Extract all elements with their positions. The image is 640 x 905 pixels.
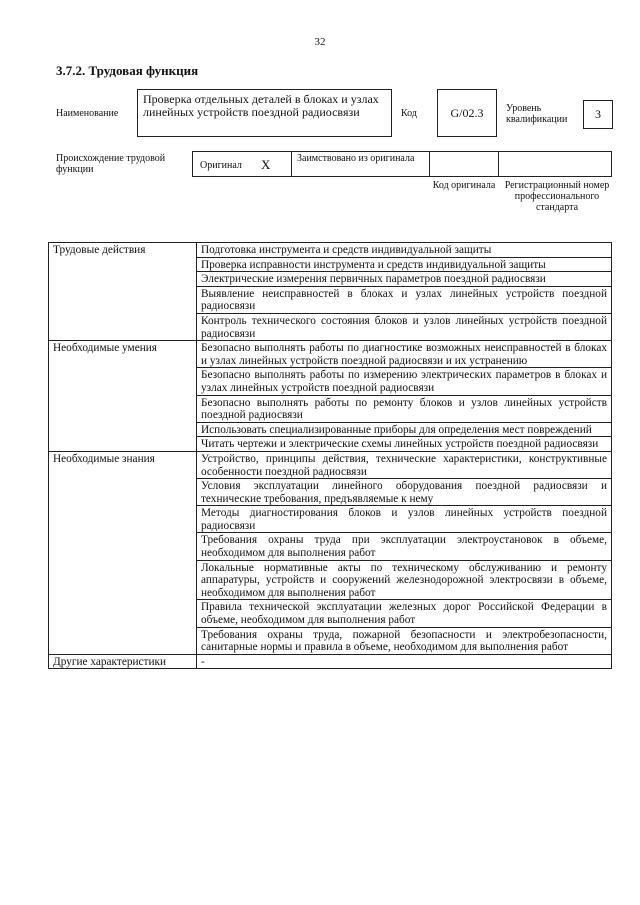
origin-label: Происхождение трудовой функции <box>56 153 166 175</box>
item-cell: Безопасно выполнять работы по измерению электрических параметров в блоках и узлах линейных устройств поездной радиосвязи <box>197 368 612 395</box>
table-row <box>49 341 612 368</box>
level-box <box>583 100 613 129</box>
item-cell: - <box>197 654 612 669</box>
borrowed-label: Заимствовано из оригинала <box>297 153 415 164</box>
name-label: Наименование <box>56 108 119 119</box>
item-cell: Условия эксплуатации линейного оборудования поездной радиосвязи и технические требования, предъявляемые к нему <box>197 479 612 506</box>
item-cell: Локальные нормативные акты по техническому обслуживанию и ремонту аппаратуры, устройств и сооружений железнодорожной электросвязи в объеме, необходимом для выполнения работ <box>197 560 612 600</box>
item-cell: Выявление неисправностей в блоках и узлах линейных устройств поездной радиосвязи <box>197 286 612 313</box>
function-name-value: Проверка отдельных деталей в блоках и узлах линейных устройств поездной радиосвязи <box>143 92 379 119</box>
section-title: 3.7.2. Трудовая функция <box>56 63 199 78</box>
origin-divider-2 <box>429 151 430 177</box>
table-row <box>49 451 612 478</box>
page-number: 32 <box>314 36 326 48</box>
original-label: Оригинал <box>200 160 242 171</box>
item-cell: Использовать специализированные приборы для определения мест повреждений <box>197 422 612 437</box>
item-cell: Контроль технического состояния блоков и узлов линейных устройств поездной радиосвязи <box>197 313 612 340</box>
category-cell: Необходимые знания <box>49 451 197 654</box>
code-label: Код <box>401 108 417 119</box>
origin-divider-1 <box>291 151 292 177</box>
item-cell: Читать чертежи и электрические схемы линейных устройств поездной радиосвязи <box>197 437 612 452</box>
level-label: Уровень квалификации <box>506 103 568 125</box>
item-cell: Методы диагностирования блоков и узлов линейных устройств поездной радиосвязи <box>197 506 612 533</box>
category-cell: Необходимые умения <box>49 341 197 452</box>
table-row <box>49 654 612 669</box>
code-original-note: Код оригинала <box>432 180 496 191</box>
code-value: G/02.3 <box>450 105 484 120</box>
item-cell: Безопасно выполнять работы по ремонту блоков и узлов линейных устройств поездной радиосвязи <box>197 395 612 422</box>
table-row <box>49 243 612 258</box>
item-cell: Проверка исправности инструмента и средств индивидуальной защиты <box>197 257 612 272</box>
category-cell: Трудовые действия <box>49 243 197 341</box>
item-cell: Устройство, принципы действия, технические характеристики, конструктивные особенности поездной радиосвязи <box>197 451 612 478</box>
function-details-table <box>48 242 612 669</box>
origin-divider-3 <box>498 151 499 177</box>
original-mark: X <box>261 157 271 172</box>
item-cell: Электрические измерения первичных параметров поездной радиосвязи <box>197 272 612 287</box>
category-cell: Другие характеристики <box>49 654 197 669</box>
item-cell: Подготовка инструмента и средств индивидуальной защиты <box>197 243 612 258</box>
item-cell: Правила технической эксплуатации железных дорог Российской Федерации в объеме, необходимом для выполнения работ <box>197 600 612 627</box>
function-name-box <box>137 89 392 137</box>
item-cell: Требования охраны труда, пожарной безопасности и электробезопасности, санитарные нормы и правила в объеме, необходимом для выполнения работ <box>197 627 612 654</box>
registration-number-note: Регистрационный номер профессионального стандарта <box>504 180 610 213</box>
code-box <box>437 89 497 137</box>
item-cell: Безопасно выполнять работы по диагностике возможных неисправностей в блоках и узлах линейных устройств поездной радиосвязи и их устранению <box>197 341 612 368</box>
item-cell: Требования охраны труда при эксплуатации электроустановок в объеме, необходимом для выполнения работ <box>197 533 612 560</box>
level-value: 3 <box>595 107 601 121</box>
